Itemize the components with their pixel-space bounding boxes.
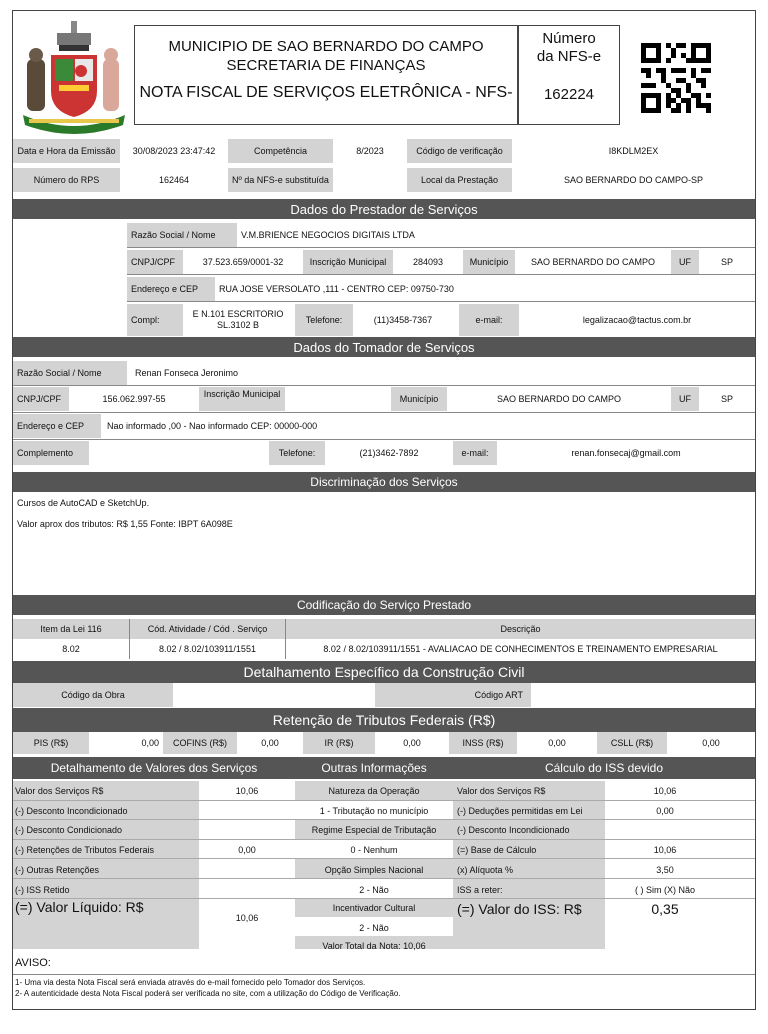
inss-label: INSS (R$) [449,732,517,754]
services-value: 10,06 [235,786,259,796]
description-section-band [13,472,755,492]
provider-city-label: Município [463,250,515,274]
taker-email-value: renan.fonsecaj@gmail.com [571,448,681,458]
provider-compl-value [183,304,293,336]
ir-label: IR (R$) [303,732,375,754]
provider-cnpj-value: 37.523.659/0001-32 [202,257,284,267]
rps-label: Número do RPS [13,168,120,192]
iss-unconditional-discount-label: (-) Desconto Incondicionado [457,825,570,835]
unconditional-discount-label: (-) Desconto Incondicionado [15,806,128,816]
values-grid [13,781,755,949]
provider-compl-line2: SL.3102 B [216,320,260,330]
service-description-line2: Valor aprox dos tributos: R$ 1,55 Fonte: IBPT 6A098E [17,519,233,529]
provider-row-name [13,223,755,247]
service-description-line1: Cursos de AutoCAD e SketchUp. [17,498,150,508]
provider-phone-label: Telefone: [295,304,353,336]
taker-compl-value [89,441,269,465]
provider-cnpj-label: CNPJ/CPF [127,250,183,274]
taker-cnpj-label: CNPJ/CPF [13,387,69,411]
provider-uf-value: SP [720,257,733,267]
construction-section-band [13,661,755,683]
withholding-row [13,732,755,754]
other-withholdings-label: (-) Outras Retenções [15,865,100,875]
other-info-title: Outras Informações [321,761,427,775]
provider-phone-value: (11)3458-7367 [373,315,433,325]
work-code-value [173,683,375,707]
coding-description-header: Descrição [285,619,755,639]
special-regime-value: 0 - Nenhum [350,845,398,855]
taker-cnpj-value: 156.062.997-55 [102,394,166,404]
iss-services-value-label: Valor dos Serviços R$ [457,786,546,796]
provider-email-value: legalizacao@tactus.com.br [582,315,692,325]
values-section-band [13,757,755,779]
inss-value: 0,00 [548,738,566,748]
cofins-value: 0,00 [261,738,279,748]
taker-row-address [13,414,755,438]
nfse-number-box [518,25,620,125]
ir-value: 0,00 [403,738,421,748]
nfse-number: 162224 [543,86,595,103]
coding-description-value: 8.02 / 8.02/103911/1551 - AVALIACAO DE CONHECIMENTOS E TREINAMENTO EMPRESARIAL [285,639,755,659]
work-code-label: Código da Obra [13,683,173,707]
notice-line1: 1- Uma via desta Nota Fiscal será enviada através do e-mail fornecido pelo Tomador dos Serviços. [15,978,366,987]
iss-base-value: 10,06 [653,845,677,855]
iss-services-value: 10,06 [653,786,677,796]
operation-nature-label: Natureza da Operação [328,786,420,796]
conditional-discount-label: (-) Desconto Condicionado [15,825,123,835]
taker-address-value: Nao informado ,00 - Nao informado CEP: 00000-000 [107,421,318,431]
taker-municipal-reg-label: Inscrição Municipal [199,387,285,411]
taker-row-cnpj [13,387,755,411]
iss-deductions-value: 0,00 [656,806,674,816]
rps-value: 162464 [158,175,190,185]
net-value: 10,06 [235,913,259,923]
iss-deductions-label: (-) Deduções permitidas em Lei [457,806,583,816]
competence-value: 8/2023 [356,146,384,156]
cultural-incentive-label: Incentivador Cultural [332,903,416,913]
art-code-value [531,683,755,707]
secretariat-title: SECRETARIA DE FINANÇAS [226,57,426,74]
coding-section-band [13,595,755,615]
verification-code-label: Código de verificação [407,139,512,163]
cultural-incentive-value: 2 - Não [359,923,389,933]
taker-uf-label: UF [671,387,699,411]
iss-to-withhold-value: ( ) Sim (X) Não [634,885,695,895]
provider-row-cnpj [13,250,755,274]
invoice-total: Valor Total da Nota: 10,06 [322,941,426,951]
provider-row-address [13,277,755,301]
verification-code-value: I8KDLM2EX [608,146,659,156]
coding-activity-value: 8.02 / 8.02/103911/1551 [129,639,285,659]
substituted-value [333,168,407,192]
coding-activity-header: Cód. Atividade / Cód . Serviço [129,619,285,639]
provider-section-band [13,199,755,219]
net-value-label: (=) Valor Líquido: R$ [15,899,144,915]
service-location-label: Local da Prestação [407,168,512,192]
csll-value: 0,00 [702,738,720,748]
taker-compl-label: Complemento [13,441,89,465]
taker-section-title: Dados do Tomador de Serviços [293,339,475,355]
taker-name-value: Renan Fonseca Jeronimo [135,368,239,378]
municipality-title: MUNICIPIO DE SAO BERNARDO DO CAMPO [168,38,484,55]
header-title-box [134,25,518,125]
provider-compl-line1: E N.101 ESCRITORIO [192,309,284,319]
nfse-number-label: Número da NFS-e [536,30,602,65]
coding-value-row [13,639,755,659]
coat-of-arms-logo [19,19,129,135]
taker-city-label: Município [391,387,447,411]
values-detail-title: Detalhamento de Valores dos Serviços [50,761,258,775]
operation-nature-value: 1 - Tributação no município [319,806,429,816]
iss-value: 0,35 [651,901,679,917]
iss-calc-title: Cálculo do ISS devido [544,761,664,775]
iss-rate-value: 3,50 [656,865,674,875]
iss-value-label: (=) Valor do ISS: R$ [457,901,582,917]
emission-value: 30/08/2023 23:47:42 [132,146,216,156]
taker-email-label: e-mail: [453,441,497,465]
info-row-2 [13,168,755,192]
coding-item-header: Item da Lei 116 [13,619,129,639]
provider-city-value: SAO BERNARDO DO CAMPO [530,257,656,267]
provider-section-title: Dados do Prestador de Serviços [290,201,478,217]
federal-withholdings-label: (-) Retenções de Tributos Federais [15,845,155,855]
provider-name-value: V.M.BRIENCE NEGOCIOS DIGITAIS LTDA [241,230,415,240]
iss-base-label: (=) Base de Cálculo [457,845,537,855]
federal-withholdings-value: 0,00 [238,845,256,855]
document-title: NOTA FISCAL DE SERVIÇOS ELETRÔNICA - NFS- [139,84,513,101]
construction-row [13,683,755,707]
pis-label: PIS (R$) [13,732,89,754]
substituted-label: Nº da NFS-e substituída [228,168,333,192]
simples-nacional-value: 2 - Não [359,885,389,895]
qr-code-icon [641,43,711,113]
notice-line2: 2- A autenticidade desta Nota Fiscal poderá ser verificada no site, com a utilização do Código de Verificação. [15,989,401,998]
iss-to-withhold-label: ISS a reter: [457,885,503,895]
coding-section-title: Codificação do Serviço Prestado [296,598,472,612]
provider-email-label: e-mail: [459,304,519,336]
taker-address-label: Endereço e CEP [13,414,101,438]
taker-uf-value: SP [720,394,733,404]
info-row-1 [13,139,755,163]
cofins-label: COFINS (R$) [163,732,237,754]
provider-municipal-reg-value: 284093 [412,257,444,267]
taker-municipal-reg-value [285,387,391,411]
taker-phone-label: Telefone: [269,441,325,465]
notice-label: AVISO: [15,957,51,969]
pis-value: 0,00 [141,738,159,748]
simples-nacional-label: Opção Simples Nacional [324,865,424,875]
taker-city-value: SAO BERNARDO DO CAMPO [496,394,622,404]
construction-section-title: Detalhamento Específico da Construção Civil [243,664,525,680]
provider-address-value: RUA JOSE VERSOLATO ,111 - CENTRO CEP: 09750-730 [219,284,454,294]
taker-row-name [13,361,755,385]
art-code-label: Código ART [375,683,531,707]
coding-item-value: 8.02 [62,644,80,654]
iss-rate-label: (x) Alíquota % [457,865,514,875]
services-value-label: Valor dos Serviços R$ [15,786,104,796]
coding-header-row [13,619,755,639]
provider-compl-label: Compl: [127,304,183,336]
service-location-value: SAO BERNARDO DO CAMPO-SP [563,175,704,185]
withholding-section-band [13,708,755,732]
description-section-title: Discriminação dos Serviços [310,475,458,489]
competence-label: Competência [228,139,333,163]
withholding-section-title: Retenção de Tributos Federais (R$) [272,712,496,728]
provider-row-contact [13,304,755,336]
taker-row-contact [13,441,755,465]
taker-phone-value: (21)3462-7892 [359,448,419,458]
emission-label: Data e Hora da Emissão [13,139,120,163]
taker-name-label: Razão Social / Nome [13,361,127,385]
csll-label: CSLL (R$) [597,732,667,754]
nfse-document [12,10,756,1010]
provider-municipal-reg-label: Inscrição Municipal [303,250,393,274]
provider-name-label: Razão Social / Nome [127,223,237,247]
provider-uf-label: UF [671,250,699,274]
provider-address-label: Endereço e CEP [127,277,215,301]
taker-section-band [13,337,755,357]
special-regime-label: Regime Especial de Tributação [311,825,437,835]
iss-withheld-label: (-) ISS Retido [15,885,70,895]
